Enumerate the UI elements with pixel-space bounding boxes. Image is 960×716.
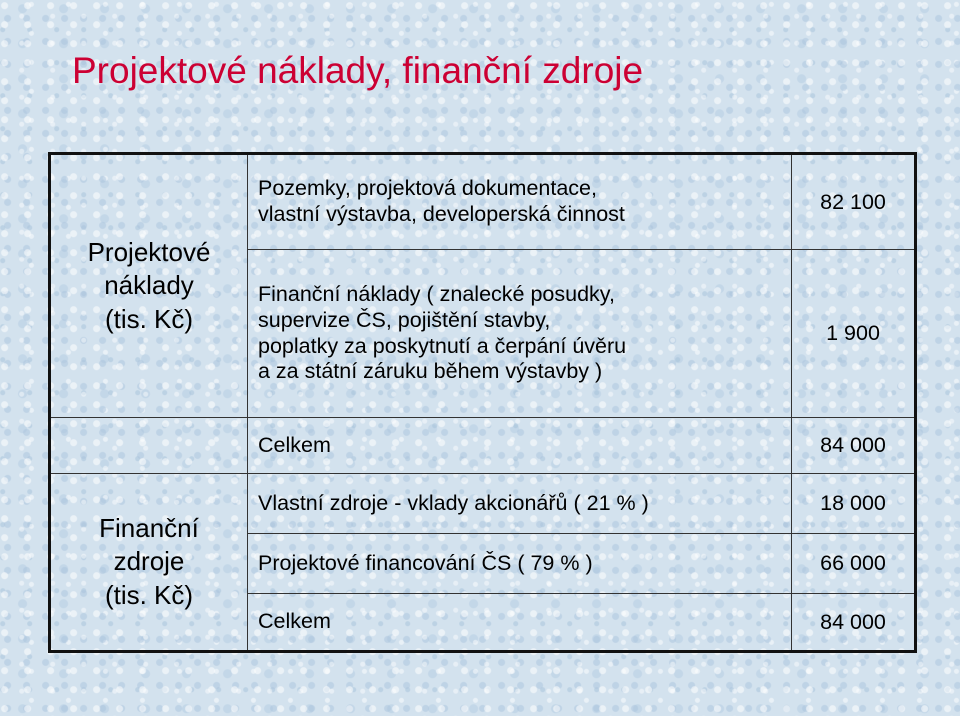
source-description-cell [248, 534, 792, 594]
cost-total-amount-cell: 84 000 [792, 418, 916, 474]
cost-description-cell [248, 250, 792, 418]
cost-total-label-cell [248, 418, 792, 474]
project-costs-category-line: Projektové [87, 237, 211, 268]
cost-description-line: Finanční náklady ( znalecké posudky, [258, 281, 615, 306]
financial-sources-category-line: (tis. Kč) [104, 579, 194, 610]
source-total-label-cell [248, 594, 792, 652]
table-row [50, 418, 916, 474]
cost-description-line: supervize ČS, pojištění stavby, [258, 307, 551, 332]
cost-description-line: a za státní záruku během výstavby ) [258, 359, 603, 384]
source-description-line: Projektové financování ČS ( 79 % ) [258, 550, 593, 575]
page-title: Projektové náklady, finanční zdroje [72, 50, 644, 91]
cost-description-line: vlastní výstavba, developerská činnost [258, 202, 625, 226]
cost-amount-cell: 1 900 [792, 250, 916, 418]
table-row [50, 154, 916, 250]
project-costs-category-cell [50, 154, 248, 418]
source-description-cell [248, 474, 792, 534]
financial-sources-category-line: zdroje [113, 546, 185, 577]
financial-sources-category-line: Finanční [99, 513, 199, 544]
cost-description-line: poplatky za poskytnutí a čerpání úvěru [258, 333, 627, 358]
cost-total-label: Celkem [258, 432, 331, 457]
cost-table [48, 152, 917, 653]
source-total-amount-cell: 84 000 [792, 594, 916, 652]
project-costs-category-line: (tis. Kč) [104, 303, 194, 334]
cost-description-cell [248, 154, 792, 250]
financial-sources-category-cell [50, 474, 248, 652]
table-row [50, 474, 916, 534]
empty-category-cell [50, 418, 248, 474]
source-description-line: Vlastní zdroje - vklady akcionářů ( 21 % ) [258, 490, 649, 515]
project-costs-category-line: náklady [104, 270, 194, 301]
cost-description-line: Pozemky, projektová dokumentace, [258, 176, 597, 201]
cost-amount-cell: 82 100 [792, 154, 916, 250]
source-total-label: Celkem [258, 609, 331, 634]
source-amount-cell: 18 000 [792, 474, 916, 534]
source-amount-cell: 66 000 [792, 534, 916, 594]
